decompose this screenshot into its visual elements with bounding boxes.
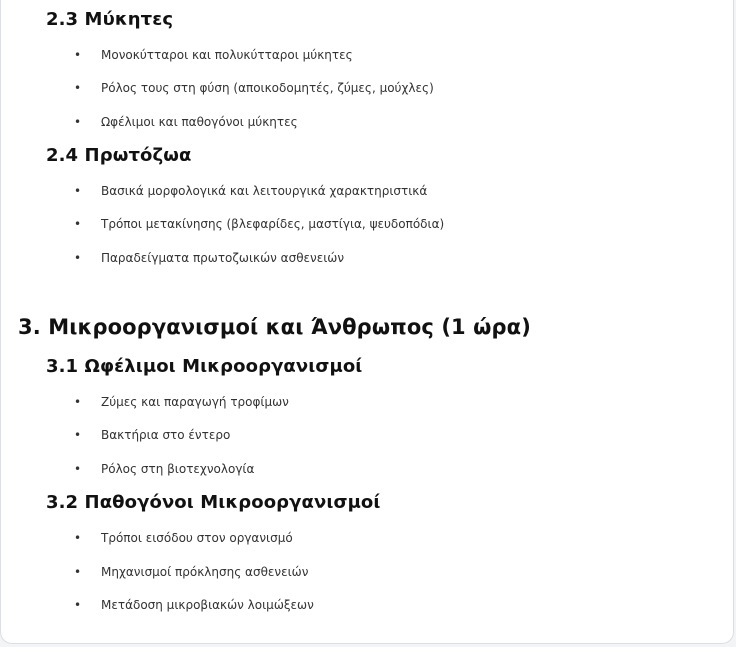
- list-item: • Βασικά μορφολογικά και λειτουργικά χαρακτηριστικά: [74, 184, 428, 198]
- list-item: • Μετάδοση μικροβιακών λοιμώξεων: [74, 598, 314, 612]
- list-item: • Παραδείγματα πρωτοζωικών ασθενειών: [74, 251, 345, 265]
- bullet-icon: •: [74, 184, 82, 198]
- bullet-icon: •: [74, 462, 82, 476]
- list-item: • Μονοκύτταροι και πολυκύτταροι μύκητες: [74, 48, 353, 62]
- bullet-icon: •: [74, 428, 82, 442]
- bullet-icon: •: [74, 217, 82, 231]
- section-heading-2-3: 2.3 Μύκητες: [46, 9, 174, 30]
- section-heading-3-1: 3.1 Ωφέλιμοι Μικροοργανισμοί: [46, 356, 363, 377]
- bullet-icon: •: [74, 48, 82, 62]
- list-item: • Ρόλος τους στη φύση (αποικοδομητές, ζύμες, μούχλες): [74, 81, 434, 95]
- list-item: • Ζύμες και παραγωγή τροφίμων: [74, 395, 289, 409]
- list-item: • Μηχανισμοί πρόκλησης ασθενειών: [74, 565, 309, 579]
- bullet-icon: •: [74, 251, 82, 265]
- list-item: • Ωφέλιμοι και παθογόνοι μύκητες: [74, 115, 298, 129]
- bullet-icon: •: [74, 598, 82, 612]
- list-item: • Βακτήρια στο έντερο: [74, 428, 231, 442]
- section-heading-2-4: 2.4 Πρωτόζωα: [46, 145, 192, 166]
- section-heading-3-2: 3.2 Παθογόνοι Μικροοργανισμοί: [46, 492, 381, 513]
- bullet-icon: •: [74, 565, 82, 579]
- bullet-icon: •: [74, 115, 82, 129]
- list-item: • Ρόλος στη βιοτεχνολογία: [74, 462, 255, 476]
- bullet-icon: •: [74, 81, 82, 95]
- bullet-icon: •: [74, 531, 82, 545]
- list-item: • Τρόποι εισόδου στον οργανισμό: [74, 531, 293, 545]
- list-item: • Τρόποι μετακίνησης (βλεφαρίδες, μαστίγια, ψευδοπόδια): [74, 217, 445, 231]
- bullet-icon: •: [74, 395, 82, 409]
- chapter-heading-3: 3. Μικροοργανισμοί και Άνθρωπος (1 ώρα): [18, 315, 531, 339]
